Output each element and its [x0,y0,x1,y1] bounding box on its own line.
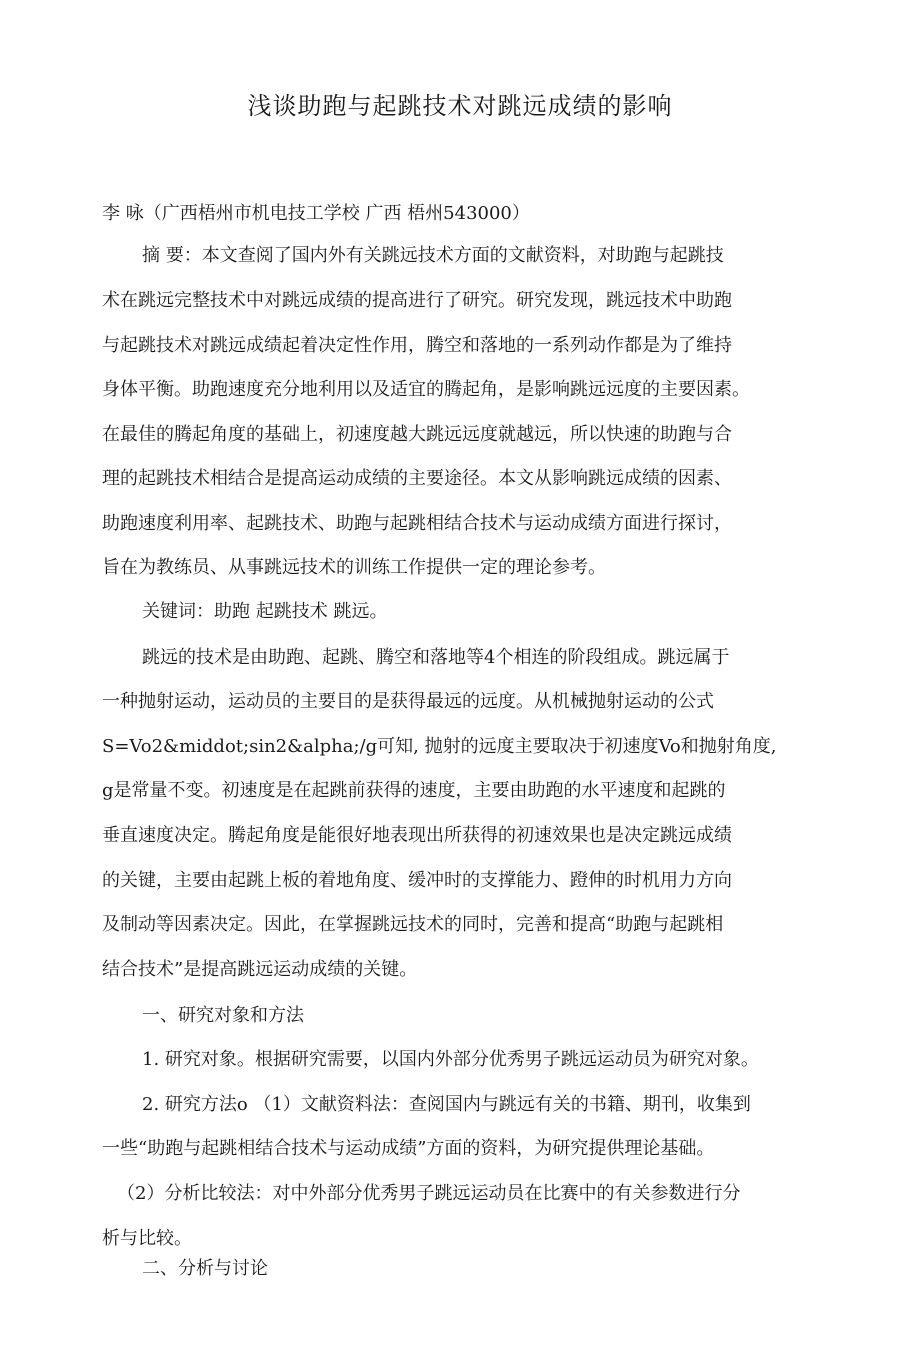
body-line: g是常量不变。初速度是在起跳前获得的速度，主要由助跑的水平速度和起跳的 [102,780,726,801]
abstract-line: 助跑速度利用率、起跳技术、助跑与起跳相结合技术与运动成绩方面进行探讨， [102,513,732,534]
abstract-line: 身体平衡。助跑速度充分地利用以及适宜的腾起角，是影响跳远远度的主要因素。 [102,379,750,400]
abstract-line: 在最佳的腾起角度的基础上，初速度越大跳远远度就越远，所以快速的助跑与合 [102,424,732,445]
body-line: S=Vo2&middot;sin2&alpha;/g可知, 抛射的远度主要取决于初速度Vo和抛射角度, [102,736,777,757]
abstract-line: 理的起跳技术相结合是提高运动成绩的主要途径。本文从影响跳远成绩的因素、 [102,468,732,489]
body-line: 垂直速度决定。腾起角度是能很好地表现出所获得的初速效果也是决定跳远成绩 [102,825,732,846]
body-line: 一种抛射运动，运动员的主要目的是获得最远的远度。从机械抛射运动的公式 [102,691,714,712]
body-line: 及制动等因素决定。因此，在掌握跳远技术的同时，完善和提高“助跑与起跳相 [102,914,724,935]
keywords-line: 关键词：助跑 起跳技术 跳远。 [142,601,388,622]
body-line: 2. 研究方法o （1）文献资料法：查阅国内与跳远有关的书籍、期刊，收集到 [142,1094,751,1115]
author-line: 李 咏（广西梧州市机电技工学校 广西 梧州543000） [102,203,530,224]
abstract-line: 旨在为教练员、从事跳远技术的训练工作提供一定的理论参考。 [102,557,606,578]
abstract-line: 摘 要：本文查阅了国内外有关跳远技术方面的文献资料，对助跑与起跳技 [142,245,724,266]
method-item-1: 1. 研究对象。根据研究需要，以国内外部分优秀男子跳远运动员为研究对象。 [142,1049,759,1070]
paper-title: 浅谈助跑与起跳技术对跳远成绩的影响 [247,92,673,120]
body-line: 析与比较。 [102,1228,192,1249]
abstract-line: 术在跳远完整技术中对跳远成绩的提高进行了研究。研究发现，跳远技术中助跑 [102,290,732,311]
section-heading-2: 二、分析与讨论 [142,1258,268,1279]
body-line: （2）分析比较法：对中外部分优秀男子跳远运动员在比赛中的有关参数进行分 [117,1183,741,1204]
section-heading-1: 一、研究对象和方法 [142,1005,304,1026]
body-line: 跳远的技术是由助跑、起跳、腾空和落地等4个相连的阶段组成。跳远属于 [142,647,730,668]
body-line: 一些“助跑与起跳相结合技术与运动成绩”方面的资料，为研究提供理论基础。 [102,1138,715,1159]
body-line: 的关键，主要由起跳上板的着地角度、缓冲时的支撑能力、蹬伸的时机用力方向 [102,870,732,891]
abstract-line: 与起跳技术对跳远成绩起着决定性作用，腾空和落地的一系列动作都是为了维持 [102,335,732,356]
body-line: 结合技术”是提高跳远运动成绩的关键。 [102,959,418,980]
